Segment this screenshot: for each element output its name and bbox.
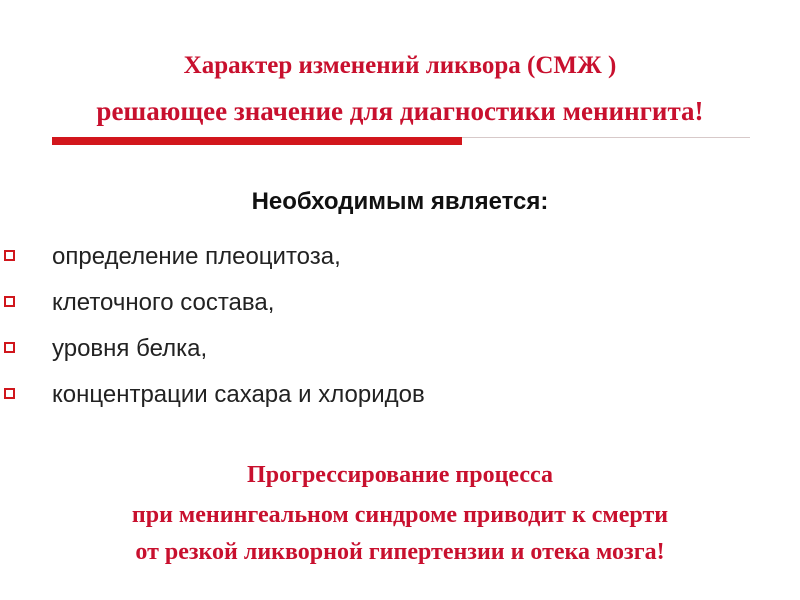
- square-bullet-icon: [4, 342, 15, 353]
- list-item: [0, 326, 800, 372]
- list-item: [0, 280, 800, 326]
- footer-line-3: от резкой ликворной гипертензии и отека мозга!: [135, 539, 665, 565]
- subheading: Необходимым является:: [251, 188, 549, 215]
- square-bullet-icon: [4, 296, 15, 307]
- title-line-2: решающее значение для диагностики менингита!: [96, 96, 704, 126]
- divider-bar: [52, 137, 462, 145]
- list-item-text: концентрации сахара и хлоридов: [52, 381, 425, 408]
- list-item-text: клеточного состава,: [52, 289, 275, 316]
- list-item-text: уровня белка,: [52, 335, 208, 362]
- square-bullet-icon: [4, 388, 15, 399]
- list-item-text: определение плеоцитоза,: [52, 243, 341, 270]
- list-item: [0, 372, 800, 418]
- title-line-1: Характер изменений ликвора (СМЖ ): [183, 52, 617, 79]
- square-bullet-icon: [4, 250, 15, 261]
- list-item: [0, 234, 800, 280]
- bullet-list: [0, 234, 800, 418]
- footer-line-2: при менингеальном синдроме приводит к смерти: [131, 502, 669, 528]
- footer-line-1: Прогрессирование процесса: [247, 462, 553, 488]
